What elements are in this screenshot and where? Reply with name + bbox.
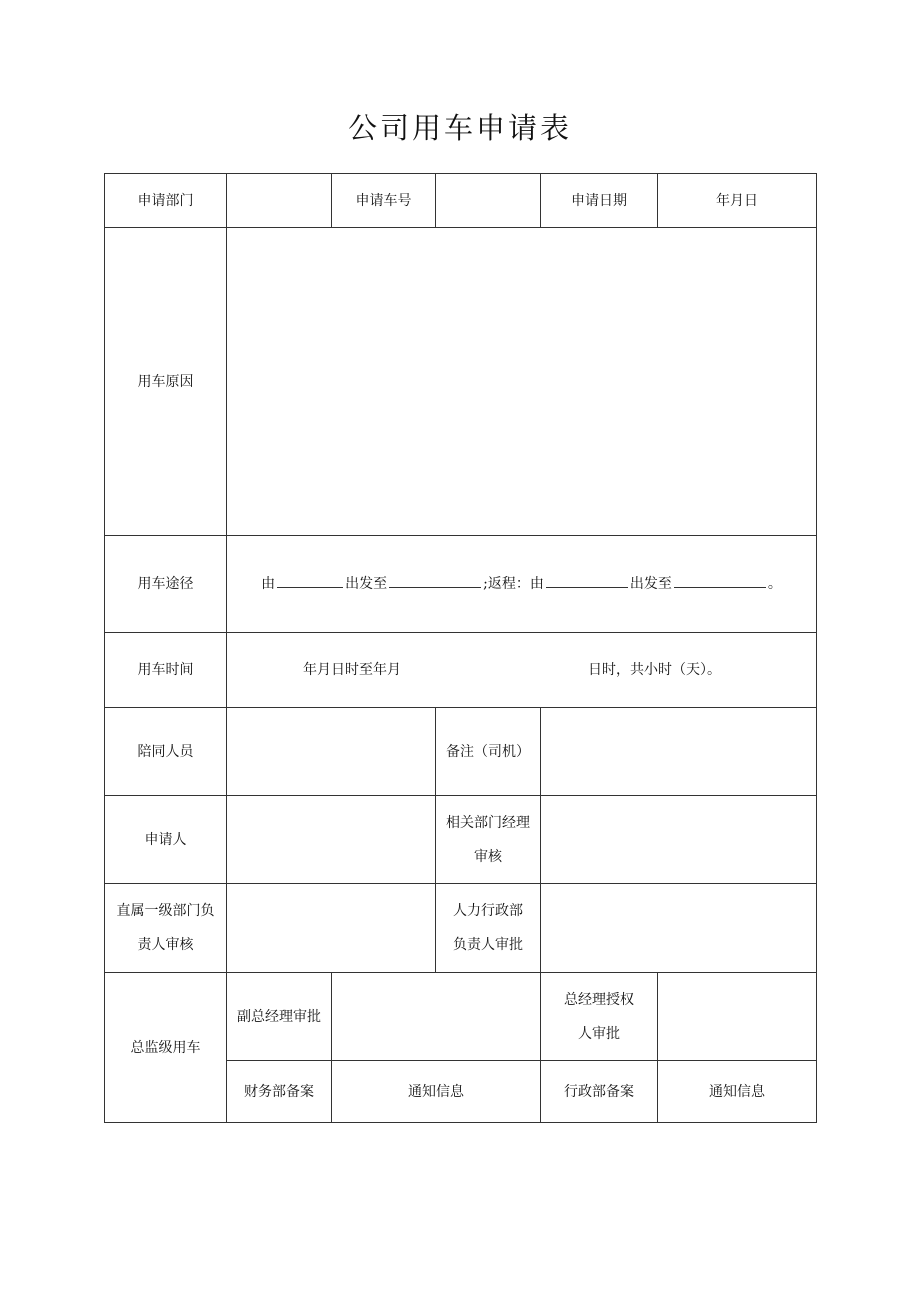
driver-note-label: 备注（司机） <box>436 708 541 796</box>
finance-notice[interactable]: 通知信息 <box>332 1061 541 1123</box>
manager-review-label-line2: 审核 <box>474 848 502 865</box>
finance-filing-label: 财务部备案 <box>227 1061 332 1123</box>
route-end-mark: 。 <box>767 576 782 592</box>
manager-review-input[interactable] <box>541 796 817 884</box>
dept-input[interactable] <box>227 174 332 228</box>
return-origin-blank[interactable] <box>546 573 628 588</box>
companion-label: 陪同人员 <box>105 708 227 796</box>
reason-label: 用车原因 <box>105 228 227 536</box>
route-label: 用车途径 <box>105 536 227 633</box>
admin-filing-label: 行政部备案 <box>541 1061 658 1123</box>
hr-approval-label-line2: 负责人审批 <box>453 937 523 953</box>
route-depart-to: 出发至 <box>345 576 388 592</box>
vice-gm-input[interactable] <box>332 973 541 1061</box>
route-depart-to-2: 出发至 <box>629 576 672 592</box>
hr-approval-label-line1: 人力行政部 <box>453 903 523 919</box>
manager-review-label-line1: 相关部门经理 <box>446 814 530 831</box>
date-input[interactable]: 年月日 <box>658 174 817 228</box>
route-return-text: ;返程：由 <box>483 576 544 592</box>
gm-authorized-label <box>541 973 658 1061</box>
driver-note-input[interactable] <box>541 708 817 796</box>
return-destination-blank[interactable] <box>674 573 766 588</box>
time-label: 用车时间 <box>105 633 227 708</box>
reason-input[interactable] <box>227 228 817 536</box>
vice-gm-label: 副总经理审批 <box>227 973 332 1061</box>
direct-head-label-line2: 责人审核 <box>137 937 194 953</box>
route-destination-blank[interactable] <box>389 573 481 588</box>
vehicle-request-form <box>104 173 817 1123</box>
plate-label: 申请车号 <box>332 174 436 228</box>
hr-approval-label <box>436 884 541 973</box>
time-text-start: 年月日时至年月 <box>303 662 401 678</box>
applicant-input[interactable] <box>227 796 436 884</box>
time-text-end: 日时，共小时（天）。 <box>588 662 721 678</box>
page-title: 公司用车申请表 <box>347 111 572 145</box>
direct-head-input[interactable] <box>227 884 436 973</box>
plate-input[interactable] <box>436 174 541 228</box>
manager-review-label <box>436 796 541 884</box>
route-origin-blank[interactable] <box>277 573 343 588</box>
hr-approval-input[interactable] <box>541 884 817 973</box>
route-field[interactable] <box>227 536 817 633</box>
applicant-label: 申请人 <box>105 796 227 884</box>
gm-authorized-label-line1: 总经理授权 <box>564 991 634 1008</box>
director-use-label: 总监级用车 <box>105 973 227 1123</box>
route-from-prefix: 由 <box>261 576 276 592</box>
direct-head-label <box>105 884 227 973</box>
admin-notice[interactable]: 通知信息 <box>658 1061 817 1123</box>
time-field[interactable] <box>227 633 817 708</box>
gm-authorized-input[interactable] <box>658 973 817 1061</box>
companion-input[interactable] <box>227 708 436 796</box>
gm-authorized-label-line2: 人审批 <box>578 1025 620 1042</box>
date-label: 申请日期 <box>541 174 658 228</box>
dept-label: 申请部门 <box>105 174 227 228</box>
direct-head-label-line1: 直属一级部门负 <box>116 903 215 919</box>
